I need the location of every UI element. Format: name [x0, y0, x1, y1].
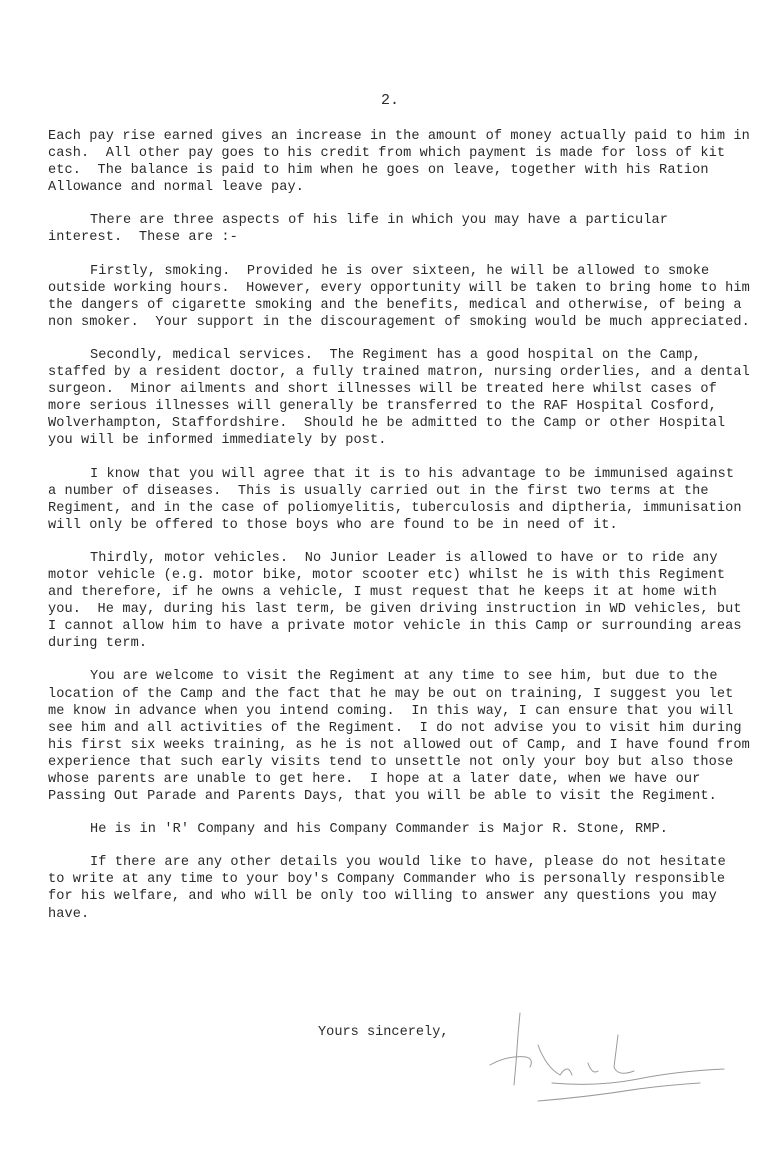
paragraph-pay: Each pay rise earned gives an increase in the amount of money actually paid to him in cash. All other pay goes to his credit from which payment is made for loss of kit etc. The balance is paid to him when he goes on leave, together with his Ration Allowance and normal leave pay. — [48, 129, 759, 196]
paragraph-medical: Secondly, medical services. The Regiment has a good hospital on the Camp, staffed by a resident doctor, a fully trained matron, nursing orderlies, and a dental surgeon. Minor ailments and short illnesses will be treated here whilst cases of more serious illnesses will generally be transferred to the RAF Hospital Cosford, Wolverhampton, Staffordshire. Should he be admitted to the Camp or other Hospital you will be informed immediately by post. — [48, 347, 759, 449]
closing-salutation: Yours sincerely, — [318, 1025, 449, 1040]
paragraph-aspects-intro: There are three aspects of his life in which you may have a particular interest. These are :- — [48, 213, 677, 246]
paragraph-immunisation: I know that you will agree that it is to his advantage to be immunised against a number of diseases. This is usually carried out in the first two terms at the Regiment, and in the case of poliomyelitis, tuberculosis and diptheria, immunisation will only be offered to those boys who are found to be in need of it. — [48, 466, 750, 533]
paragraph-contact: If there are any other details you would like to have, please do not hesitate to write at any time to your boy's Company Commander who is personally responsible for his welfare, and who will be only too willing to answer any questions you may have. — [48, 855, 735, 922]
paragraph-smoking: Firstly, smoking. Provided he is over sixteen, he will be allowed to smoke outside working hours. However, every opportunity will be taken to bring home to him the dangers of cigarette smoking and the benefits, medical and otherwise, of being a non smoker. Your support in the discouragement of smoking would be much appreciated. — [48, 263, 759, 330]
letter-body — [48, 128, 759, 939]
paragraph-visits: You are welcome to visit the Regiment at any time to see him, but due to the location of the Camp and the fact that he may be out on training, I suggest you let me know in advance when you intend coming. In this way, I can ensure that you will see him and all activities of the Regiment. I do not advise you to visit him during his first six weeks training, as he is not allowed out of Camp, and I have found from experience that such early visits tend to unsettle not only your boy but also those whose parents are unable to get here. I hope at a later date, when we have our Passing Out Parade and Parents Days, that you will be able to visit the Regiment. — [48, 669, 759, 805]
signature-mark — [468, 1005, 738, 1115]
page-number: 2. — [380, 92, 399, 109]
paragraph-company: He is in 'R' Company and his Company Commander is Major R. Stone, RMP. — [90, 822, 669, 838]
paragraph-motor-vehicles: Thirdly, motor vehicles. No Junior Leader is allowed to have or to ride any motor vehicle (e.g. motor bike, motor scooter etc) whilst he is with this Regiment and therefore, if he owns a vehicle, I must request that he keeps it at home with you. He may, during his last term, be given driving instruction in WD vehicles, but I cannot allow him to have a private motor vehicle in this Camp or surrounding areas during term. — [48, 550, 750, 652]
